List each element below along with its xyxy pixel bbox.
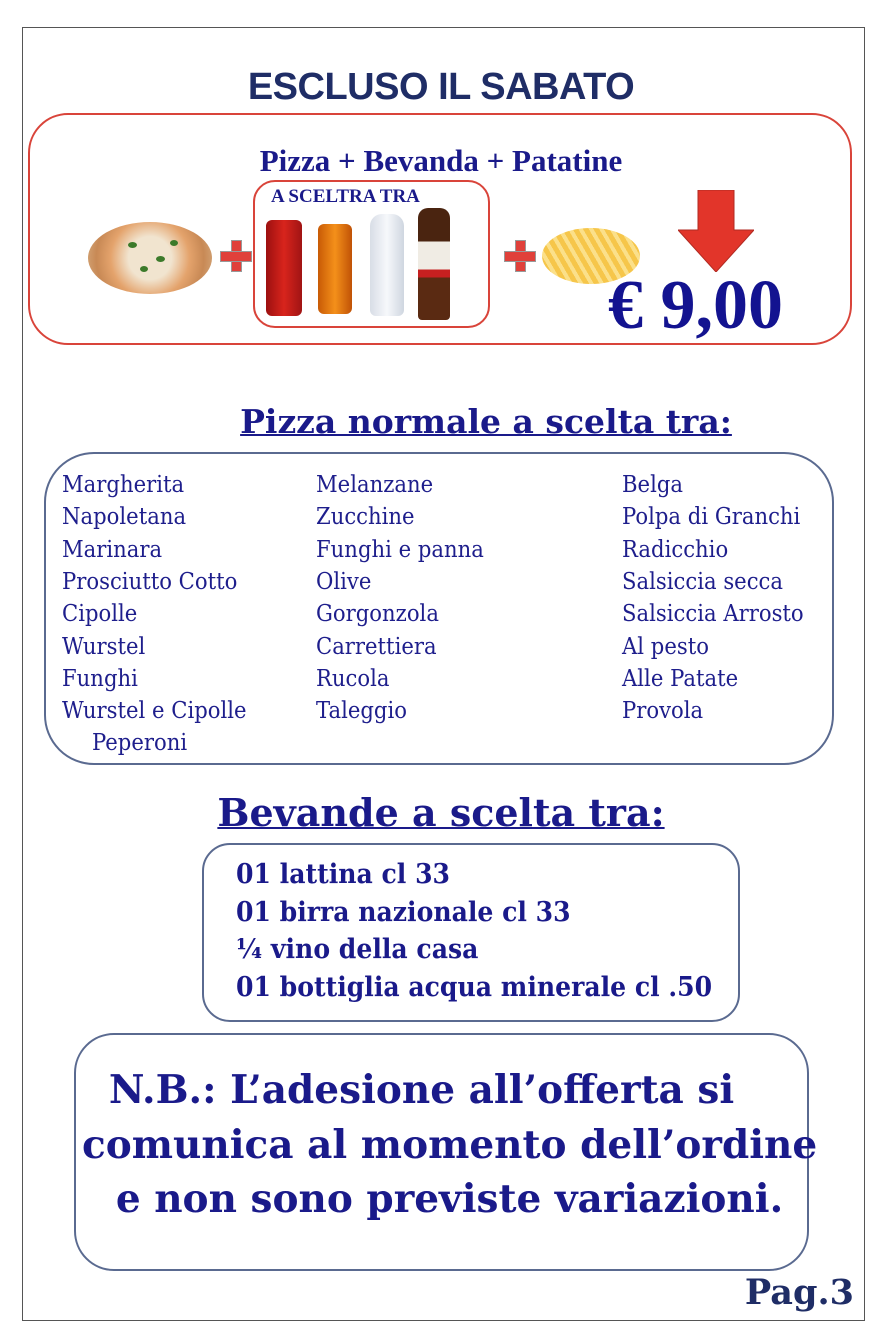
drink-item: ¼ vino della casa — [236, 934, 479, 965]
pizza-item: Cipolle — [62, 601, 138, 628]
pizza-item: Radicchio — [622, 536, 729, 563]
note-line: e non sono previste variazioni. — [115, 1176, 784, 1222]
pizza-item: Provola — [622, 698, 704, 725]
pizza-item: Melanzane — [316, 472, 434, 498]
cola-can-image — [266, 220, 302, 316]
water-bottle-image — [370, 214, 404, 316]
pizza-item: Funghi — [62, 665, 138, 692]
page-title: ESCLUSO IL SABATO — [247, 66, 635, 108]
pizza-item: Salsiccia secca — [622, 568, 784, 595]
drinks-section-heading: Bevande a scelta tra: — [217, 790, 665, 835]
pizza-item: Al pesto — [622, 633, 709, 660]
page-number: Pag.3 — [744, 1272, 854, 1313]
note-line: comunica al momento dell’ordine — [82, 1122, 818, 1168]
pizza-item: Wurstel e Cipolle — [62, 698, 247, 725]
pizza-item: Prosciutto Cotto — [62, 568, 238, 595]
pizza-item: Gorgonzola — [316, 601, 439, 628]
pizza-item: Marinara — [62, 536, 163, 563]
drink-choice-label: A SCELTRA TRA — [271, 186, 420, 207]
offer-price: € 9,00 — [608, 267, 783, 344]
pizza-item: Rucola — [316, 665, 390, 692]
pizza-item: Alle Patate — [622, 665, 739, 692]
fanta-can-image — [318, 224, 352, 314]
drink-item: 01 lattina cl 33 — [236, 859, 451, 890]
pizza-item: Salsiccia Arrosto — [622, 601, 804, 628]
pizza-item: Taleggio — [316, 698, 407, 725]
offer-subtitle: Pizza + Bevanda + Patatine — [259, 143, 623, 178]
pizza-item: Wurstel — [62, 633, 146, 660]
plus-icon — [504, 240, 534, 270]
pizza-item: Funghi e panna — [316, 536, 484, 563]
note-line: N.B.: L’adesione all’offerta si — [108, 1067, 735, 1113]
pizza-item: Carrettiera — [316, 633, 437, 660]
pizza-section-heading: Pizza normale a scelta tra: — [240, 402, 732, 441]
plus-icon — [220, 240, 250, 270]
pizza-item: Zucchine — [316, 504, 415, 531]
pizza-item: Olive — [316, 568, 372, 595]
drink-item: 01 birra nazionale cl 33 — [236, 897, 571, 928]
down-arrow-icon — [678, 190, 754, 272]
beer-bottle-image — [418, 208, 450, 320]
drink-item: 01 bottiglia acqua minerale cl .50 — [236, 972, 713, 1003]
pizza-item: Peperoni — [92, 730, 188, 757]
pizza-image — [88, 222, 212, 294]
pizza-item: Margherita — [62, 472, 185, 498]
pizza-item: Belga — [622, 472, 684, 498]
pizza-item: Polpa di Granchi — [622, 504, 801, 531]
pizza-item: Napoletana — [62, 504, 187, 531]
